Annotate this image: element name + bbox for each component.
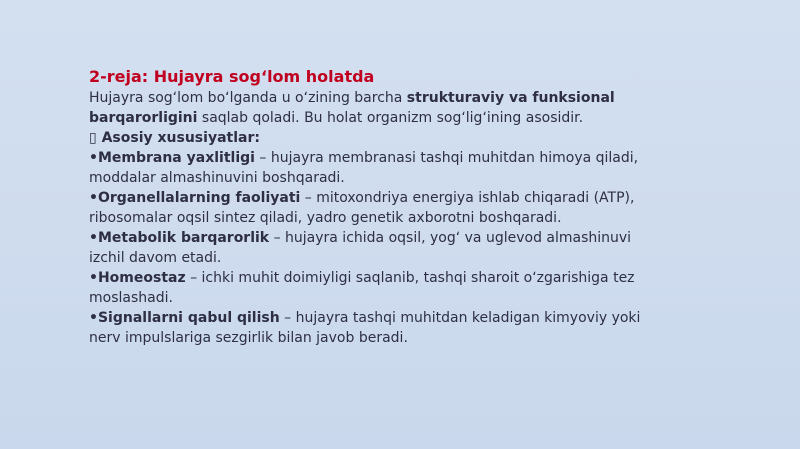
bullet-item xyxy=(89,228,649,268)
section-heading: Asosiy xususiyatlar: xyxy=(101,130,260,146)
bullet-item xyxy=(89,148,649,188)
bullet-icon: • xyxy=(89,230,98,246)
bullet-text: – hujayra tashqi muhitdan keladigan kimyoviy yoki nerv impulslariga sezgirlik bilan javob beradi. xyxy=(89,310,641,346)
bullet-text: – hujayra membranasi tashqi muhitdan himoya qiladi, moddalar almashinuvini boshqaradi. xyxy=(89,150,639,186)
bullet-term: Metabolik barqarorlik xyxy=(97,230,270,246)
bullet-term: Signallarni qabul qilish xyxy=(97,310,280,326)
bullet-item xyxy=(89,308,649,348)
bullet-item xyxy=(89,188,649,228)
missing-glyph-icon: ▯ xyxy=(89,130,97,146)
bullet-text: – hujayra ichida oqsil, yogʻ va uglevod almashinuvi izchil davom etadi. xyxy=(89,230,632,266)
bullet-term: Membrana yaxlitligi xyxy=(97,150,255,166)
section-heading-line xyxy=(89,128,649,148)
intro-text: Hujayra sogʻlom boʻlganda u oʻzining barcha xyxy=(89,90,407,106)
bullet-text: – ichki muhit doimiyligi saqlanib, tashqi sharoit oʻzgarishiga tez moslashadi. xyxy=(89,270,635,306)
intro-bold-text: strukturaviy va funksional barqarorligini xyxy=(89,90,615,126)
bullet-text: – mitoxondriya energiya ishlab chiqaradi (ATP), ribosomalar oqsil sintez qiladi, yadro genetik axborotni boshqaradi. xyxy=(89,190,635,226)
bullet-term: Homeostaz xyxy=(97,270,186,286)
bullet-term: Organellalarning faoliyati xyxy=(97,190,301,206)
intro-text-end: saqlab qoladi. Bu holat organizm sogʻligʻining asosidir. xyxy=(197,110,584,126)
bullet-icon: • xyxy=(89,310,98,326)
bullet-item xyxy=(89,268,649,308)
bullet-icon: • xyxy=(89,150,98,166)
bullet-icon: • xyxy=(89,270,98,286)
slide-content xyxy=(89,66,649,348)
slide-title: 2-reja: Hujayra sogʻlom holatda xyxy=(89,67,375,86)
bullet-icon: • xyxy=(89,190,98,206)
intro-paragraph xyxy=(89,88,649,128)
